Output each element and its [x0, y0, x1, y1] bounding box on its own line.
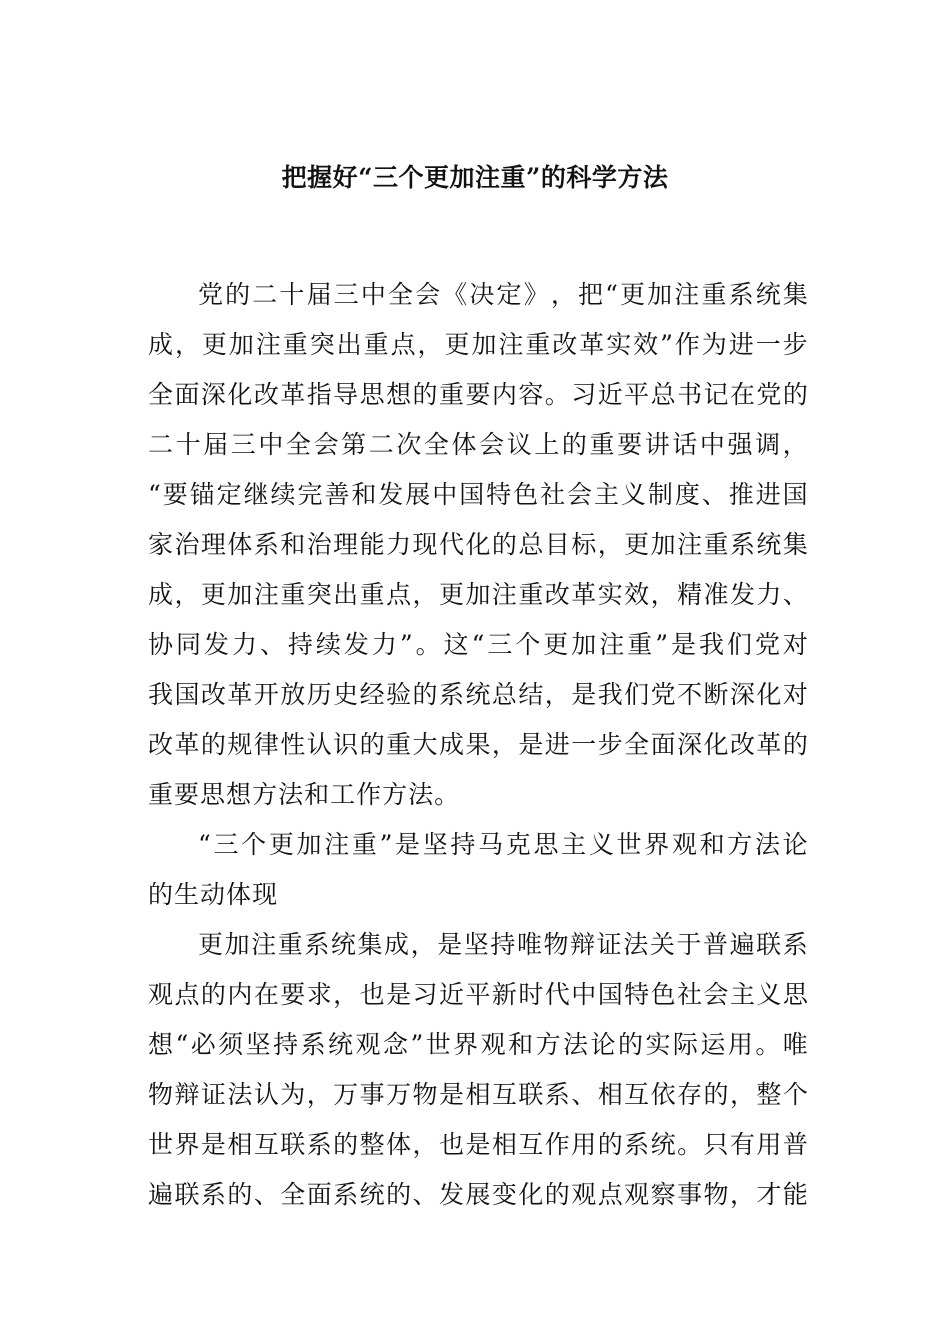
text-line: 想 “ 必 须 坚 持 系 统 观 念 ” 世 界 观 和 方 法 论 的 实 际 运 用 。 唯: [148, 1030, 808, 1059]
text-line: 全 面 深 化 改 革 指 导 思 想 的 重 要 内 容 。 习 近 平 总 书 记 在 党 的: [148, 380, 808, 409]
text-line: 二 十 届 三 中 全 会 第 二 次 全 体 会 议 上 的 重 要 讲 话 中 强 调 ，: [148, 430, 808, 459]
text-line: 的 生 动 体 现: [148, 880, 279, 909]
text-line: 物 辩 证 法 认 为 ， 万 事 万 物 是 相 互 联 系 、 相 互 依 存 的 ， 整 个: [148, 1080, 808, 1109]
document-title: 把握好“三个更加注重”的科学方法: [281, 163, 669, 192]
text-line: “ 要 锚 定 继 续 完 善 和 发 展 中 国 特 色 社 会 主 义 制 度 、 推 进 国: [148, 480, 808, 509]
text-line: 我 国 改 革 开 放 历 史 经 验 的 系 统 总 结 ， 是 我 们 党 不 断 深 化 对: [148, 680, 808, 709]
text-line: 协 同 发 力 、 持 续 发 力 ” 。 这 “ 三 个 更 加 注 重 ” 是 我 们 党 对: [148, 630, 808, 659]
text-line: 观 点 的 内 在 要 求 ， 也 是 习 近 平 新 时 代 中 国 特 色 社 会 主 义 思: [148, 980, 808, 1009]
text-line: 世 界 是 相 互 联 系 的 整 体 ， 也 是 相 互 作 用 的 系 统 。 只 有 用 普: [148, 1130, 808, 1159]
text-line: 改 革 的 规 律 性 认 识 的 重 大 成 果 ， 是 进 一 步 全 面 深 化 改 革 的: [148, 730, 808, 759]
text-line: 更 加 注 重 系 统 集 成 ， 是 坚 持 唯 物 辩 证 法 关 于 普 遍 联 系: [198, 930, 808, 959]
text-line: 遍 联 系 的 、 全 面 系 统 的 、 发 展 变 化 的 观 点 观 察 事 物 ， 才 能: [148, 1180, 808, 1209]
text-line: 重 要 思 想 方 法 和 工 作 方 法 。: [148, 780, 461, 809]
text-line: 党 的 二 十 届 三 中 全 会 《 决 定 》 ， 把 “ 更 加 注 重 系 统 集: [198, 280, 808, 309]
text-line: 成 ， 更 加 注 重 突 出 重 点 ， 更 加 注 重 改 革 实 效 ” 作 为 进 一 步: [148, 330, 808, 359]
text-line: 家 治 理 体 系 和 治 理 能 力 现 代 化 的 总 目 标 ， 更 加 注 重 系 统 集: [148, 530, 808, 559]
text-line: “ 三 个 更 加 注 重 ” 是 坚 持 马 克 思 主 义 世 界 观 和 方 法 论: [198, 830, 808, 859]
text-line: 成 ， 更 加 注 重 突 出 重 点 ， 更 加 注 重 改 革 实 效 ， 精 准 发 力 、: [148, 580, 808, 609]
